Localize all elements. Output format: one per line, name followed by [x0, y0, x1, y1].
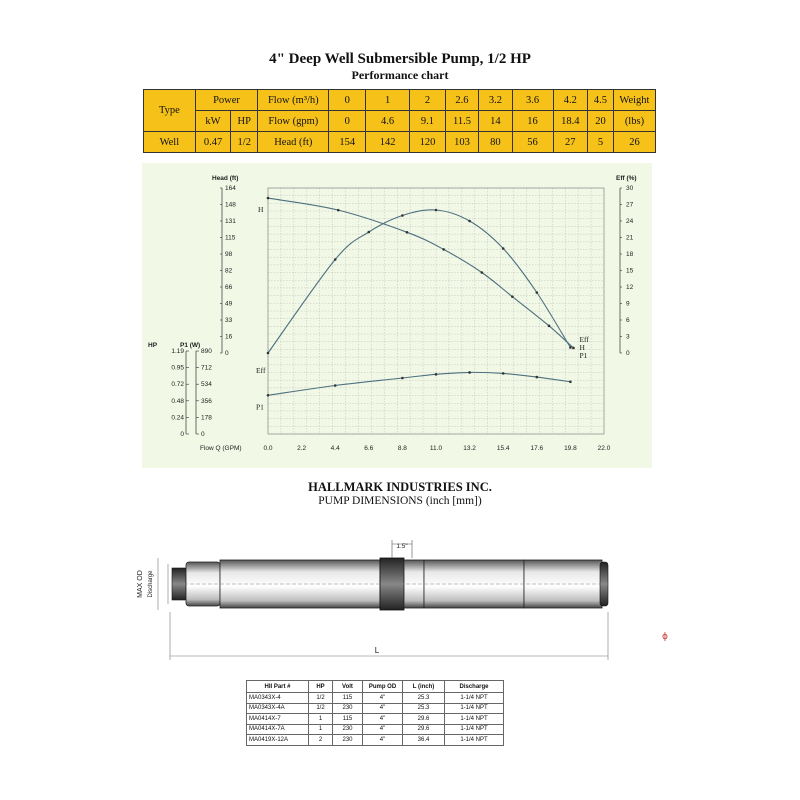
flow-gpm-cell: 16 — [512, 111, 553, 132]
eff-curve-point — [502, 247, 505, 250]
eff-curve-point — [468, 220, 471, 223]
weight-value: 26 — [613, 132, 655, 153]
eff-tick-label: 27 — [626, 201, 634, 209]
flow-gpm-header: Flow (gpm) — [258, 111, 329, 132]
hp-header: HP — [231, 111, 258, 132]
head-tick-label: 98 — [225, 251, 233, 258]
type-value: Well — [144, 132, 196, 153]
head-cell: 56 — [512, 132, 553, 153]
head-curve-point — [406, 231, 409, 234]
head-cell: 142 — [366, 132, 410, 153]
hp-value: 2 — [309, 735, 333, 746]
x-axis-label: Flow Q (GPM) — [200, 445, 242, 452]
hp-axis-label: HP — [148, 342, 158, 349]
performance-table — [143, 89, 656, 153]
x-tick-label: 22.0 — [597, 445, 611, 452]
head-end-label: H — [579, 342, 585, 352]
table-row — [247, 714, 504, 725]
x-tick-label: 15.4 — [496, 445, 510, 452]
flow-m3h-cell: 3.2 — [479, 90, 512, 111]
head-curve-point — [511, 295, 514, 298]
flow-gpm-cell: 4.6 — [366, 111, 410, 132]
flow-m3h-cell: 0 — [329, 90, 366, 111]
volt-value: 230 — [333, 735, 363, 746]
flow-m3h-header: Flow (m³/h) — [258, 90, 329, 111]
dims-column-header: L (inch) — [403, 681, 445, 693]
p1-curve-point — [435, 373, 438, 376]
volt-value: 115 — [333, 693, 363, 704]
pump-od-value: 4" — [363, 693, 403, 704]
eff-tick-label: 24 — [626, 218, 634, 225]
eff-curve-line — [268, 210, 570, 353]
eff-tick-label: 15 — [626, 267, 634, 275]
dims-column-header: HII Part # — [247, 681, 309, 693]
p1-tick-label: 890 — [201, 348, 212, 355]
hp-value: 1/2 — [309, 693, 333, 704]
head-curve-point — [442, 248, 445, 251]
part-number: MA0343X-4A — [247, 703, 309, 714]
length-value: 36.4 — [403, 735, 445, 746]
x-tick-label: 17.6 — [530, 445, 544, 452]
eff-curve-point — [334, 258, 337, 261]
dims-column-header: Discharge — [445, 681, 504, 693]
head-curve-point — [481, 271, 484, 274]
head-tick-label: 16 — [225, 333, 233, 341]
dimensions-table — [246, 680, 504, 746]
head-curve-line — [268, 198, 574, 348]
table-row — [247, 693, 504, 704]
discharge-value: 1-1/4 NPT — [445, 735, 504, 746]
x-tick-label: 2.2 — [297, 445, 307, 452]
table-row — [247, 724, 504, 735]
max-od-label: MAX OD — [137, 570, 144, 598]
x-tick-label: 13.2 — [463, 445, 476, 452]
eff-curve-point — [569, 346, 572, 349]
head-cell: 27 — [553, 132, 587, 153]
p1-curve-point — [468, 371, 471, 374]
p1-curve-point — [536, 376, 539, 379]
hp-value: 1/2 — [309, 703, 333, 714]
weight-unit: (lbs) — [613, 111, 655, 132]
head-cell: 80 — [479, 132, 512, 153]
hp-tick-label: 0.48 — [171, 397, 184, 405]
dims-column-header: Pump OD — [363, 681, 403, 693]
eff-curve-point — [267, 352, 270, 355]
discharge-value: 1-1/4 NPT — [445, 714, 504, 725]
p1-tick-label: 712 — [201, 364, 212, 372]
pump-od-value: 4" — [363, 724, 403, 735]
kw-value: 0.47 — [195, 132, 231, 153]
flow-m3h-cell: 3.6 — [512, 90, 553, 111]
length-label: L — [374, 646, 380, 655]
head-tick-label: 49 — [225, 300, 233, 308]
kw-header: kW — [195, 111, 231, 132]
dims-column-header: Volt — [333, 681, 363, 693]
head-tick-label: 82 — [225, 267, 233, 275]
head-tick-label: 131 — [225, 218, 236, 225]
dim-15-label: 1.5" — [396, 543, 408, 550]
eff-curve-point — [401, 214, 404, 217]
volt-value: 230 — [333, 703, 363, 714]
x-tick-label: 8.8 — [397, 445, 407, 452]
head-cell: 154 — [329, 132, 366, 153]
head-curve-point — [337, 209, 340, 212]
pump-od-value: 4" — [363, 703, 403, 714]
p1-tick-label: 0 — [201, 431, 205, 438]
length-value: 29.6 — [403, 714, 445, 725]
flow-gpm-cell: 20 — [588, 111, 614, 132]
discharge-label: Discharge — [148, 570, 154, 598]
x-tick-label: 19.8 — [564, 445, 577, 452]
head-cell: 5 — [588, 132, 614, 153]
head-tick-label: 66 — [225, 284, 233, 291]
p1-tick-label: 534 — [201, 381, 212, 389]
eff-tick-label: 21 — [626, 234, 634, 242]
head-cell: 103 — [445, 132, 478, 153]
p1-curve-point — [502, 372, 505, 375]
eff-tick-label: 3 — [626, 333, 630, 341]
eff-tick-label: 18 — [626, 251, 634, 258]
eff-axis-label: Eff (%) — [616, 175, 637, 182]
head-curve-point — [548, 325, 551, 328]
p1-curve-point — [267, 394, 270, 397]
chart-subtitle: Performance chart — [351, 68, 449, 82]
p1-curve-label: P1 — [256, 402, 264, 412]
weight-header: Weight — [613, 90, 655, 111]
head-tick-label: 164 — [225, 185, 236, 192]
hp-tick-label: 1.19 — [171, 348, 184, 355]
part-number: MA0343X-4 — [247, 693, 309, 704]
length-value: 25.3 — [403, 703, 445, 714]
dimensions-title: PUMP DIMENSIONS (inch [mm]) — [318, 495, 482, 507]
length-value: 25.3 — [403, 693, 445, 704]
head-cell: 120 — [410, 132, 446, 153]
part-number: MA0414X-7A — [247, 724, 309, 735]
flow-gpm-cell: 11.5 — [445, 111, 478, 132]
head-tick-label: 148 — [225, 201, 236, 209]
discharge-value: 1-1/4 NPT — [445, 693, 504, 704]
hp-value: 1/2 — [231, 132, 258, 153]
hp-tick-label: 0 — [180, 431, 184, 438]
volt-value: 115 — [333, 714, 363, 725]
p1-end-label: P1 — [579, 350, 588, 360]
x-tick-label: 6.6 — [364, 445, 374, 452]
company-name: HALLMARK INDUSTRIES INC. — [308, 480, 492, 494]
dims-column-header: HP — [309, 681, 333, 693]
eff-end-label: Eff — [579, 334, 589, 344]
x-tick-label: 4.4 — [330, 445, 340, 452]
head-tick-label: 33 — [225, 317, 233, 324]
head-tick-label: 0 — [225, 350, 229, 357]
discharge-value: 1-1/4 NPT — [445, 703, 504, 714]
x-tick-label: 0.0 — [263, 445, 273, 452]
head-curve-point — [267, 197, 270, 200]
p1-tick-label: 178 — [201, 414, 212, 422]
eff-tick-label: 9 — [626, 300, 630, 308]
hp-value: 1 — [309, 724, 333, 735]
flow-m3h-cell: 2.6 — [445, 90, 478, 111]
hp-value: 1 — [309, 714, 333, 725]
p1-curve-line — [268, 372, 570, 395]
flow-m3h-cell: 4.2 — [553, 90, 587, 111]
flow-gpm-cell: 9.1 — [410, 111, 446, 132]
eff-curve-point — [435, 209, 438, 212]
head-tick-label: 115 — [225, 234, 236, 242]
flow-m3h-cell: 2 — [410, 90, 446, 111]
p1-axis-label: P1 (W) — [180, 342, 201, 349]
p1-curve-point — [569, 380, 572, 383]
pump-drawing — [130, 530, 630, 665]
flow-gpm-cell: 14 — [479, 111, 512, 132]
p1-curve-point — [401, 377, 404, 380]
stray-mark: ϕ — [662, 632, 668, 642]
eff-tick-label: 0 — [626, 350, 630, 357]
p1-curve-point — [334, 384, 337, 387]
flow-gpm-cell: 0 — [329, 111, 366, 132]
eff-curve-label: Eff — [256, 366, 266, 375]
x-tick-label: 11.0 — [429, 445, 443, 452]
performance-chart-svg — [142, 163, 652, 468]
pump-od-value: 4" — [363, 735, 403, 746]
volt-value: 230 — [333, 724, 363, 735]
hp-tick-label: 0.72 — [171, 381, 184, 389]
flow-m3h-cell: 1 — [366, 90, 410, 111]
part-number: MA0419X-12A — [247, 735, 309, 746]
eff-curve-point — [536, 291, 539, 294]
head-axis-label: Head (ft) — [212, 175, 239, 182]
eff-tick-label: 12 — [626, 284, 634, 291]
eff-curve-point — [368, 231, 371, 234]
hp-tick-label: 0.95 — [171, 364, 184, 372]
head-curve-label: H — [258, 205, 264, 215]
flow-gpm-cell: 18.4 — [553, 111, 587, 132]
part-number: MA0414X-7 — [247, 714, 309, 725]
head-curve-point — [572, 347, 575, 350]
flow-m3h-cell: 4.5 — [588, 90, 614, 111]
head-header: Head (ft) — [258, 132, 329, 153]
discharge-value: 1-1/4 NPT — [445, 724, 504, 735]
length-value: 29.6 — [403, 724, 445, 735]
performance-chart — [142, 163, 652, 468]
eff-tick-label: 6 — [626, 317, 630, 324]
type-header: Type — [144, 90, 196, 132]
hp-tick-label: 0.24 — [171, 414, 184, 422]
table-row — [247, 735, 504, 746]
pump-od-value: 4" — [363, 714, 403, 725]
eff-tick-label: 30 — [626, 185, 634, 192]
chart-title: 4" Deep Well Submersible Pump, 1/2 HP — [269, 51, 531, 67]
p1-tick-label: 356 — [201, 397, 212, 405]
table-row — [247, 703, 504, 714]
power-header: Power — [195, 90, 258, 111]
